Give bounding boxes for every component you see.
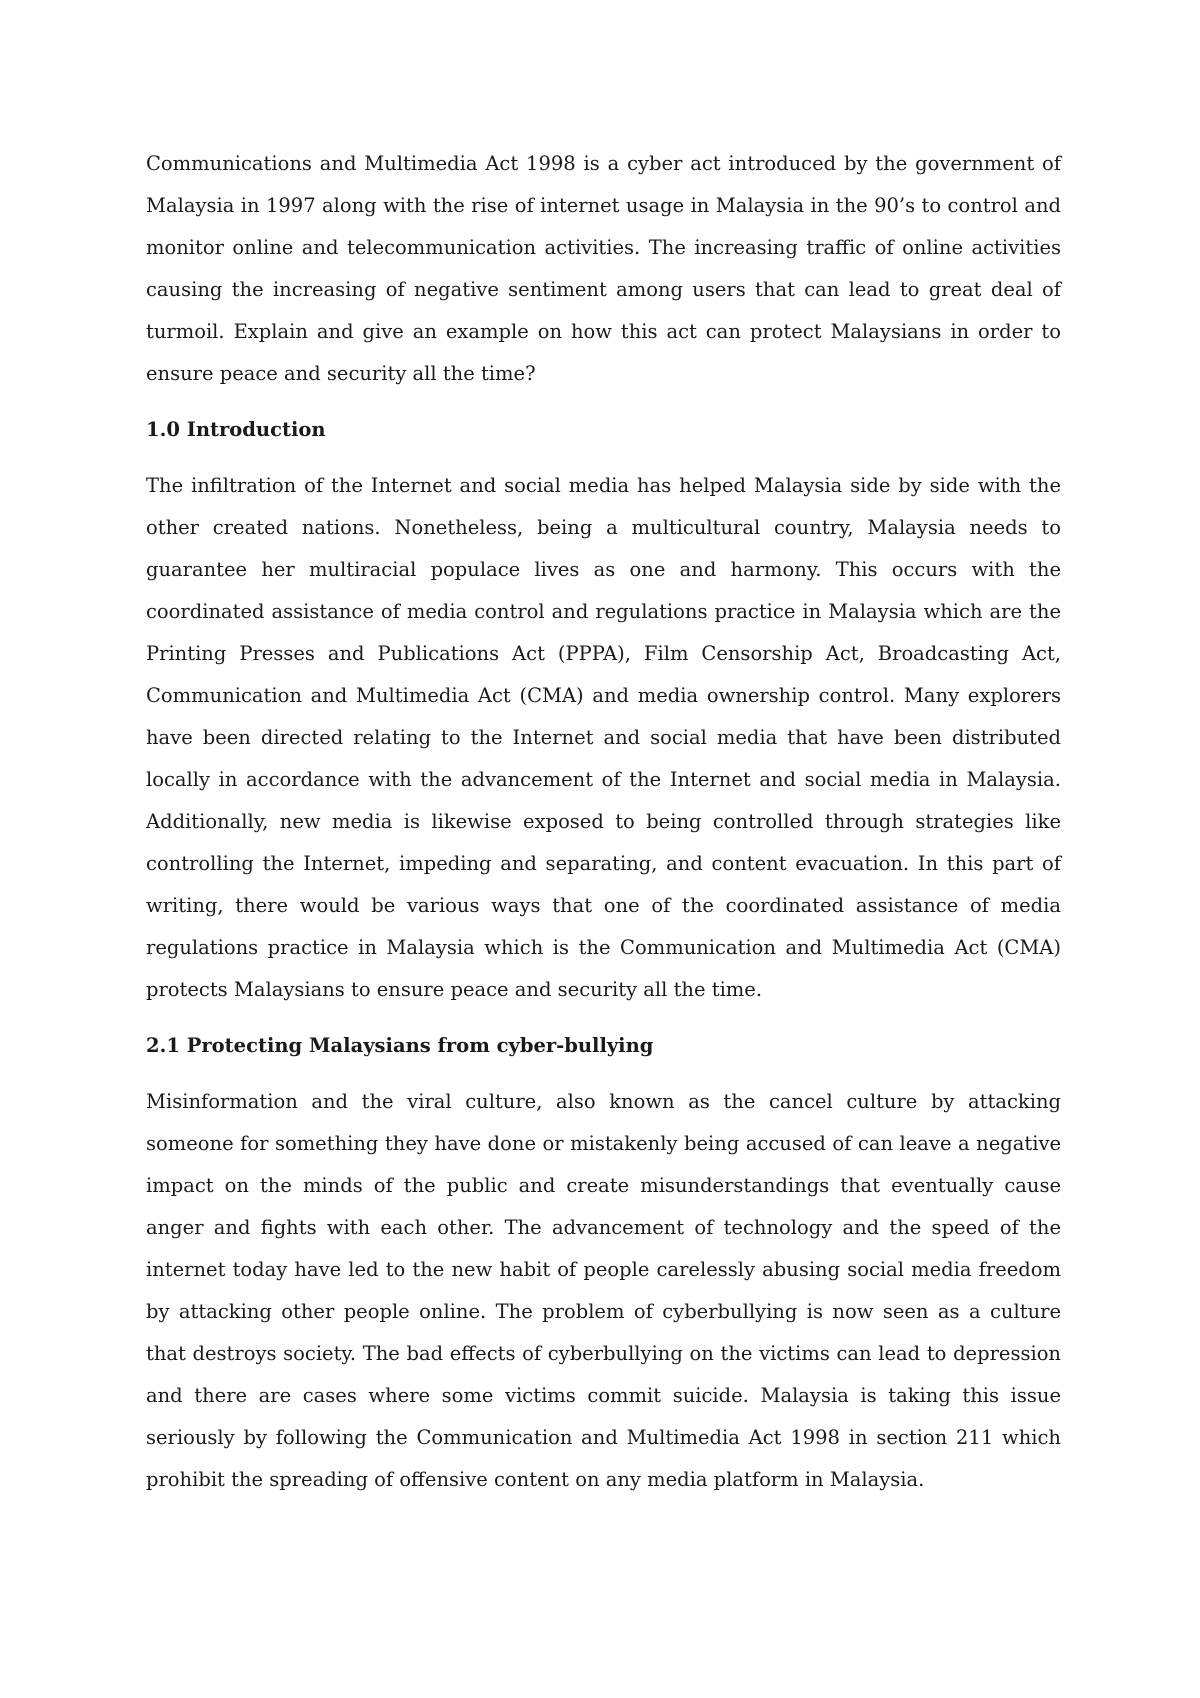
question-paragraph: Communications and Multimedia Act 1998 is a cyber act introduced by the government of Malaysia in 1997 along with the rise of internet usage in Malaysia in the 90’s to control and monitor online and telecommunication activities. The increasing traffic of online activities causing the increasing of negative sentiment among users that can lead to great deal of turmoil. Explain and give an example on how this act can protect Malaysians in order to ensure peace and security all the time? [146, 152, 1061, 385]
section-heading-introduction: 1.0 Introduction [146, 418, 326, 441]
cyber-bullying-paragraph: Misinformation and the viral culture, also known as the cancel culture by attacking someone for something they have done or mistakenly being accused of can leave a negative impact on the minds of the public and create misunderstandings that eventually cause anger and fights with each other. The advancement of technology and the speed of the internet today have led to the new habit of people carelessly abusing social media freedom by attacking other people online. The problem of cyberbullying is now seen as a culture that destroys society. The bad effects of cyberbullying on the victims can lead to depression and there are cases where some victims commit suicide. Malaysia is taking this issue seriously by following the Communication and Multimedia Act 1998 in section 211 which prohibit the spreading of offensive content on any media platform in Malaysia. [146, 1090, 1061, 1491]
introduction-paragraph: The infiltration of the Internet and social media has helped Malaysia side by side with the other created nations. Nonetheless, being a multicultural country, Malaysia needs to guarantee her multiracial populace lives as one and harmony. This occurs with the coordinated assistance of media control and regulations practice in Malaysia which are the Printing Presses and Publications Act (PPPA), Film Censorship Act, Broadcasting Act, Communication and Multimedia Act (CMA) and media ownership control. Many explorers have been directed relating to the Internet and social media that have been distributed locally in accordance with the advancement of the Internet and social media in Malaysia. Additionally, new media is likewise exposed to being controlled through strategies like controlling the Internet, impeding and separating, and content evacuation. In this part of writing, there would be various ways that one of the coordinated assistance of media regulations practice in Malaysia which is the Communication and Multimedia Act (CMA) protects Malaysians to ensure peace and security all the time. [146, 474, 1061, 1001]
document-content [146, 143, 1061, 1501]
section-heading-cyber-bullying: 2.1 Protecting Malaysians from cyber-bullying [146, 1034, 654, 1057]
